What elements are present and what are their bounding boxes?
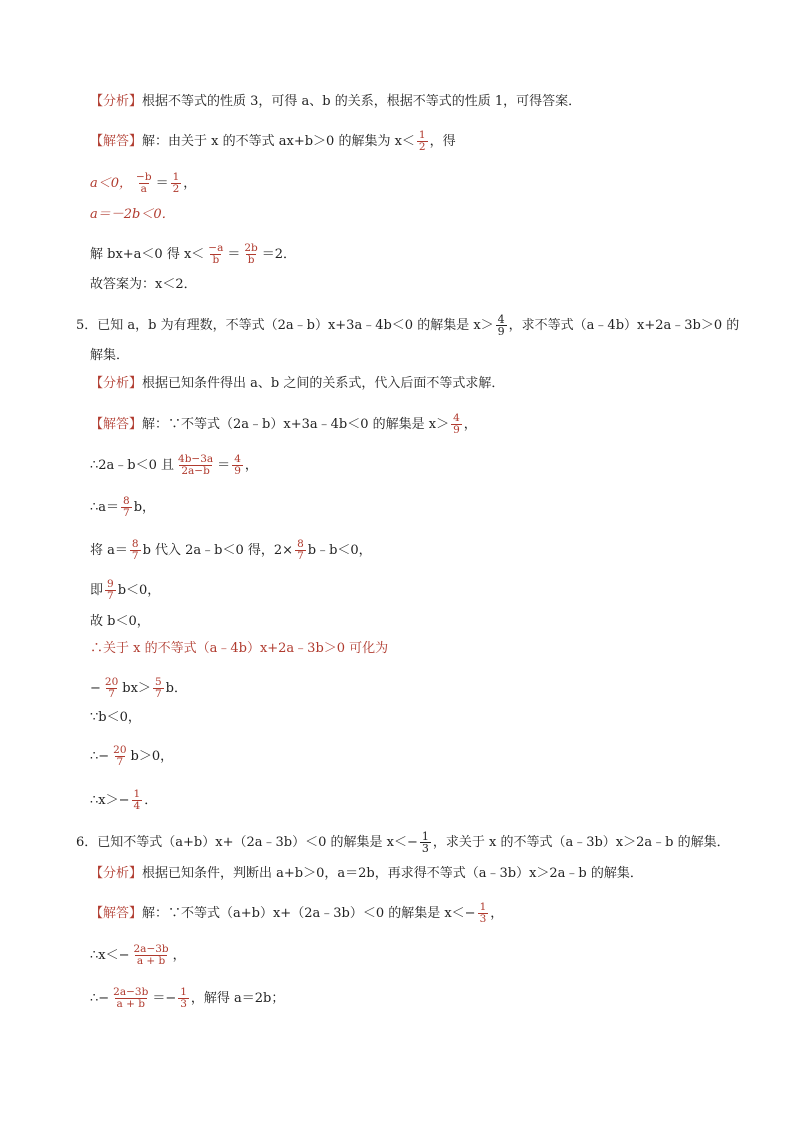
p5-step5: 故 b＜0，	[90, 614, 150, 629]
fraction: $\frac{1}{3}$	[180, 986, 187, 1010]
p4-analysis-text: 根据不等式的性质 3，可得 a、b 的关系，根据不等式的性质 1，可得答案．	[142, 94, 582, 109]
fraction: $\frac{8}{7}$	[297, 538, 304, 562]
p4-answer: 故答案为：x＜2．	[90, 277, 197, 292]
p5-step8: ∵b＜0，	[90, 710, 141, 725]
fraction: $\frac{1}{2}$	[418, 129, 426, 153]
p5-analysis-line: 【分析】根据已知条件得出 a、b 之间的关系式，代入后面不等式求解．	[90, 376, 505, 391]
p6-solution-line: 【解答】解：∵不等式（a+b）x+（2a﹣3b）＜0 的解集是 x＜− $\frac{1}{3}$ ，	[90, 901, 504, 925]
p5-step6: ∴关于 x 的不等式（a﹣4b）x+2a﹣3b＞0 可化为	[90, 641, 389, 656]
analysis-label: 【分析】	[90, 866, 143, 881]
problem-number: 5．	[76, 318, 98, 333]
p4-solution-line: 【解答】解：由关于 x 的不等式 ax+b＞0 的解集为 x＜ $\frac{1}{2}$ ，得	[90, 129, 456, 153]
p5-step10: ∴x＞− $\frac{1}{4}$ ．	[90, 788, 158, 812]
fraction: $\frac{2b}{b}$	[244, 242, 258, 266]
fraction: $\frac{4}{9}$	[453, 412, 460, 436]
fraction: $\frac{20}{7}$	[113, 744, 127, 768]
problem-number: 6．	[76, 835, 98, 850]
p5-solution-line: 【解答】解：∵不等式（2a﹣b）x+3a﹣4b＜0 的解集是 x＞ $\frac{4}{9}$ ，	[90, 412, 477, 436]
fraction: $\frac{2a-3b}{a + b}$	[133, 943, 169, 967]
p4-analysis-line	[90, 94, 581, 110]
p4-step2: a＝－2b＜0．	[90, 207, 175, 222]
fraction: $\frac{-a}{b}$	[208, 242, 224, 266]
p6-stem: 6．已知不等式（a+b）x+（2a﹣3b）＜0 的解集是 x＜− $\frac{1}{3}$ ，求关于 x 的不等式（a﹣3b）x＞2a﹣b 的解集．	[76, 830, 730, 855]
p5-step2: ∴a＝ $\frac{8}{7}$ b，	[90, 495, 156, 519]
fraction: $\frac{8}{7}$	[131, 538, 139, 562]
fraction: $\frac{4}{9}$	[497, 313, 505, 338]
p5-stem-cont: 解集．	[90, 348, 130, 363]
fraction: $\frac{20}{7}$	[104, 676, 119, 700]
fraction: $\frac{1}{3}$	[421, 830, 429, 855]
p6-analysis-line: 【分析】根据已知条件，判断出 a+b＞0，a＝2b，再求得不等式（a﹣3b）x＞2a﹣b 的解集．	[90, 866, 643, 881]
analysis-label: 【分析】	[90, 376, 143, 391]
fraction: $\frac{4}{9}$	[234, 453, 241, 477]
fraction: $\frac{5}{7}$	[154, 676, 162, 700]
solution-label: 【解答】	[90, 906, 143, 921]
fraction: $\frac{-b}{a}$	[136, 171, 152, 195]
p5-step4: 即 $\frac{9}{7}$ b＜0，	[90, 578, 161, 602]
p5-stem: 5．已知 a，b 为有理数，不等式（2a﹣b）x+3a﹣4b＜0 的解集是 x＞ $\frac{4}{9}$ ，求不等式（a﹣4b）x+2a﹣3b＞0 的	[76, 313, 740, 338]
p4-step1: a＜0， $\frac{-b}{a}$ ＝ $\frac{1}{2}$ ，	[90, 171, 197, 195]
fraction: $\frac{1}{3}$	[479, 901, 487, 925]
p5-step3: 将 a＝ $\frac{8}{7}$ b 代入 2a﹣b＜0 得，2× $\frac{8}{7}$ b﹣b＜0，	[90, 538, 372, 562]
p5-step1: ∴2a﹣b＜0 且 $\frac{4b-3a}{2a-b}$ ＝ $\frac{4}{9}$ ，	[90, 453, 258, 477]
p5-step7: − $\frac{20}{7}$ bx＞ $\frac{5}{7}$ b．	[90, 676, 187, 700]
fraction: $\frac{1}{2}$	[172, 171, 180, 195]
fraction: $\frac{2a-3b}{a + b}$	[113, 986, 149, 1010]
analysis-label: 【分析】	[90, 94, 143, 109]
p6-step1: ∴x＜− $\frac{2a-3b}{a + b}$ ，	[90, 943, 186, 967]
p4-solution-intro: 解：由关于 x 的不等式 ax+b＞0 的解集为 x＜	[142, 134, 415, 149]
p6-step2: ∴− $\frac{2a-3b}{a + b}$ ＝− $\frac{1}{3}$ ，解得 a＝2b；	[90, 986, 285, 1010]
fraction: $\frac{9}{7}$	[107, 578, 114, 602]
solution-label: 【解答】	[90, 417, 143, 432]
fraction: $\frac{4b-3a}{2a-b}$	[178, 453, 214, 477]
fraction: $\frac{1}{4}$	[133, 788, 141, 812]
fraction: $\frac{8}{7}$	[123, 495, 130, 519]
p4-step3: 解 bx+a＜0 得 x＜ $\frac{-a}{b}$ ＝ $\frac{2b}{b}$ ＝2．	[90, 242, 297, 266]
solution-label: 【解答】	[90, 134, 143, 149]
p5-step9: ∴− $\frac{20}{7}$ b＞0，	[90, 744, 174, 768]
